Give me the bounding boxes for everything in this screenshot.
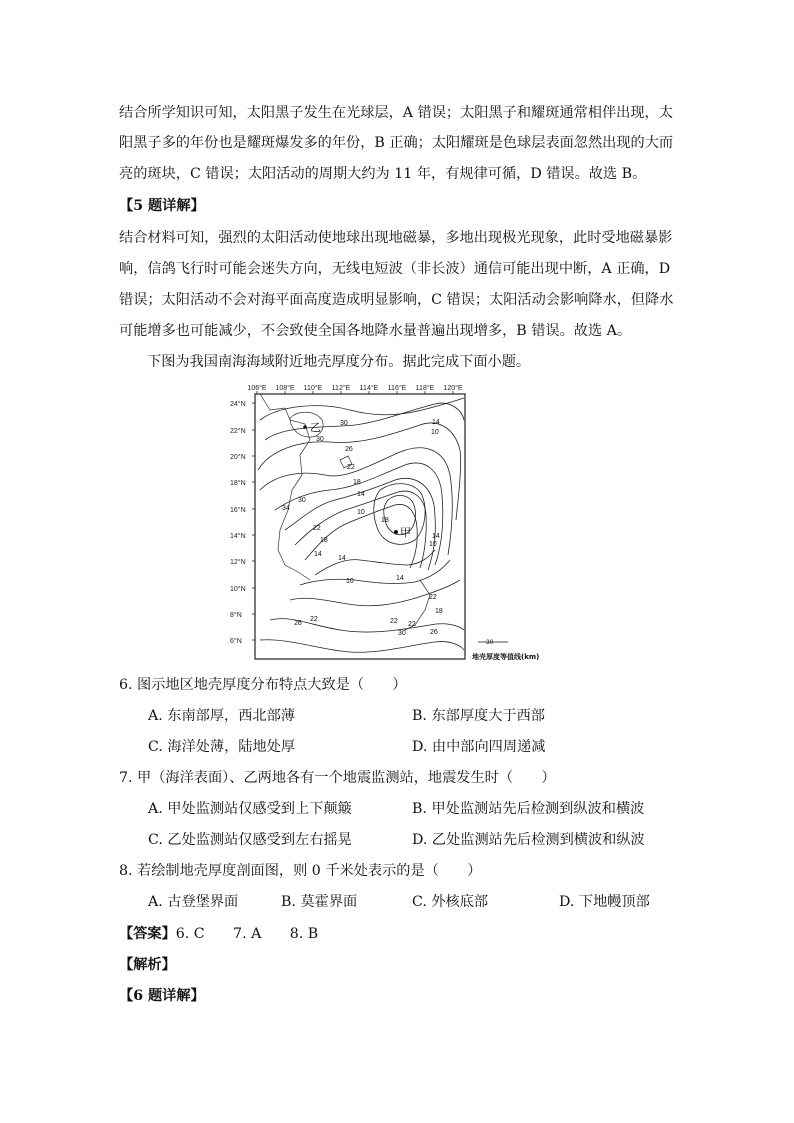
- point-jia-label: 甲: [400, 526, 411, 539]
- text-line: 结合所学知识可知，太阳黑子发生在光球层，A 错误；太阳黑子和耀斑通常相伴出现，太: [119, 105, 673, 121]
- lat-label: 16°N: [230, 507, 246, 514]
- text-line: 阳黑子多的年份也是耀斑爆发多的年份，B 正确；太阳耀斑是色球层表面忽然出现的大而: [119, 135, 674, 151]
- question-7-option-c: C. 乙处监测站仅感受到左右摇晃: [148, 832, 352, 848]
- contour-label: 10: [431, 429, 439, 436]
- text-line: 亮的斑块，C 错误；太阳活动的周期大约为 11 年，有规律可循，D 错误。故选 B。: [119, 166, 647, 182]
- lon-label: 108°E: [275, 385, 295, 392]
- contour-label: 14: [357, 491, 365, 498]
- contour-label: 26: [430, 629, 438, 636]
- question-7-stem: 7. 甲（海洋表面）、乙两地各有一个地震监测站，地震发生时（ ）: [119, 770, 556, 786]
- contour-label: 14: [396, 575, 404, 582]
- section-heading: 【5 题详解】: [119, 198, 205, 214]
- contour-label: 18: [353, 479, 361, 486]
- lon-label: 114°E: [359, 385, 379, 392]
- contour-label: 14: [314, 551, 322, 558]
- contour-label: 22: [347, 464, 355, 471]
- lat-label: 8°N: [230, 612, 242, 619]
- contour-label: 26: [294, 620, 302, 627]
- contour-label: 10: [357, 509, 365, 516]
- crust-thickness-map: [230, 380, 570, 665]
- contour-label: 10: [346, 578, 354, 585]
- lon-label: 120°E: [443, 385, 463, 392]
- lon-label: 110°E: [303, 385, 323, 392]
- contour-label: 22: [390, 618, 398, 625]
- contour-label: 14: [432, 419, 440, 426]
- contour-label: 22: [429, 594, 437, 601]
- contour-label: 22: [408, 621, 416, 628]
- lat-label: 14°N: [230, 533, 246, 540]
- lat-label: 24°N: [230, 401, 246, 408]
- question-8-option-c: C. 外核底部: [412, 894, 489, 910]
- legend-value: 30: [486, 639, 494, 646]
- lon-label: 106°E: [247, 385, 267, 392]
- point-jia-marker: [394, 530, 398, 534]
- text-line: 结合材料可知，强烈的太阳活动使地球出现地磁暴，多地出现极光现象，此时受地磁暴影: [119, 230, 673, 246]
- question-6-option-a: A. 东南部厚，西北部薄: [148, 708, 295, 724]
- answer-label: 【答案】: [119, 926, 176, 942]
- point-yi-marker: [303, 425, 307, 429]
- question-6-option-b: B. 东部厚度大于西部: [412, 708, 545, 724]
- text-line: 可能增多也可能减少，不会致使全国各地降水量普遍出现增多，B 错误。故选 A。: [119, 323, 632, 339]
- contour-label: 22: [313, 525, 321, 532]
- contour-label: 30: [316, 436, 324, 443]
- contour-label: 18: [435, 608, 443, 615]
- question-6-stem: 6. 图示地区地壳厚度分布特点大致是（ ）: [119, 677, 407, 693]
- question-8-option-b: B. 莫霍界面: [281, 894, 358, 910]
- answer-line: [119, 927, 318, 941]
- lon-label: 112°E: [331, 385, 351, 392]
- map-legend: [472, 639, 539, 661]
- lat-label: 22°N: [230, 428, 246, 435]
- contour-label: 22: [310, 616, 318, 623]
- point-yi-label: 乙: [310, 421, 321, 434]
- question-6-option-d: D. 由中部向四周递减: [412, 739, 546, 755]
- question-8-option-d: D. 下地幔顶部: [559, 894, 650, 910]
- question-6-option-c: C. 海洋处薄，陆地处厚: [148, 739, 296, 755]
- contour-label: 34: [282, 505, 290, 512]
- figure-intro: 下图为我国南海海域附近地壳厚度分布。据此完成下面小题。: [147, 354, 531, 370]
- question-8-stem: 8. 若绘制地壳厚度剖面图，则 0 千米处表示的是（ ）: [119, 863, 482, 879]
- question-7-option-a: A. 甲处监测站仅感受到上下颠簸: [148, 801, 352, 817]
- contour-label: 10: [429, 541, 437, 548]
- contour-label: 30: [398, 630, 406, 637]
- lat-label: 10°N: [230, 586, 246, 593]
- legend-text: 地壳厚度等值线(km): [472, 653, 540, 661]
- question-8-option-a: A. 古登堡界面: [148, 894, 239, 910]
- lon-label: 116°E: [387, 385, 407, 392]
- question-7-option-b: B. 甲处监测站先后检测到纵波和横波: [412, 801, 645, 817]
- lat-label: 6°N: [230, 638, 242, 645]
- contour-label: 30: [340, 420, 348, 427]
- lat-label: 20°N: [230, 454, 246, 461]
- contour-label: 18: [381, 517, 389, 524]
- contour-label: 30: [298, 497, 306, 504]
- contour-label: 18: [320, 537, 328, 544]
- text-line: 错误；太阳活动不会对海平面高度造成明显影响，C 错误；太阳活动会影响降水，但降水: [119, 292, 674, 308]
- contour-label: 14: [338, 555, 346, 562]
- lat-label: 18°N: [230, 480, 246, 487]
- text-line: 响，信鸽飞行时可能会迷失方向，无线电短波（非长波）通信可能出现中断，A 正确，D: [119, 261, 671, 277]
- section-heading: 【6 题详解】: [119, 988, 205, 1004]
- contour-label: 14: [432, 533, 440, 540]
- analysis-heading: 【解析】: [119, 957, 176, 973]
- lon-label: 118°E: [415, 385, 435, 392]
- answer-values: 6. C 7. A 8. B: [175, 926, 319, 942]
- lat-label: 12°N: [230, 559, 246, 566]
- contour-label: 26: [345, 446, 353, 453]
- question-7-option-d: D. 乙处监测站先后检测到横波和纵波: [412, 832, 645, 848]
